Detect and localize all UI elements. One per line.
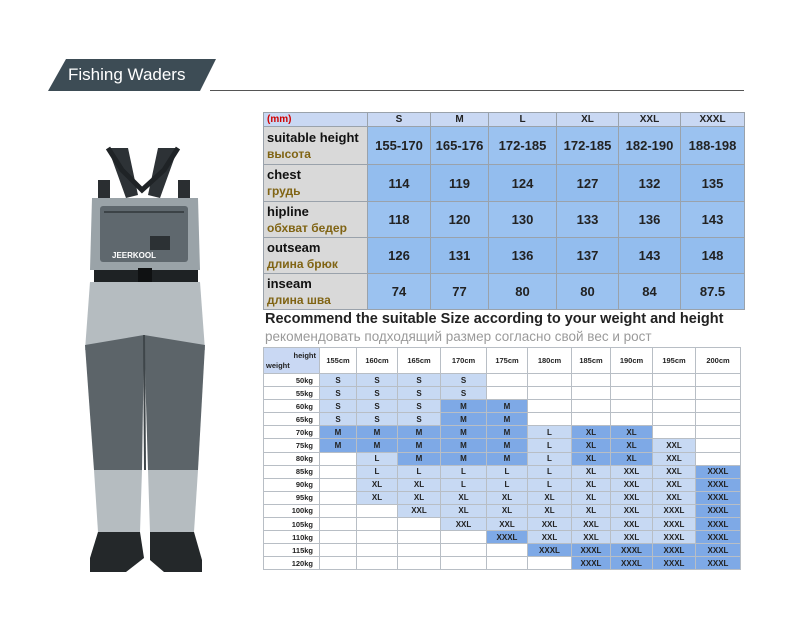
size-value: 120 xyxy=(431,202,489,238)
size-cell xyxy=(611,374,653,387)
size-cell: XL xyxy=(357,491,398,504)
size-header: XL xyxy=(557,113,619,127)
size-cell: XL xyxy=(611,439,653,452)
size-cell: L xyxy=(528,478,572,491)
size-cell xyxy=(357,557,398,570)
size-cell: S xyxy=(357,374,398,387)
size-cell: XXXL xyxy=(696,504,741,517)
weight-row xyxy=(264,413,741,426)
height-header: 175cm xyxy=(487,348,528,374)
size-cell: XL xyxy=(611,426,653,439)
size-cell xyxy=(653,387,696,400)
size-cell: XXXL xyxy=(653,531,696,544)
size-cell: XXL xyxy=(653,439,696,452)
size-cell: XXL xyxy=(572,531,611,544)
size-cell: M xyxy=(441,413,487,426)
size-value: 130 xyxy=(489,202,557,238)
size-value: 80 xyxy=(557,274,619,310)
size-cell: XL xyxy=(572,491,611,504)
row-label: chest грудь xyxy=(264,165,368,202)
weight-label: 50kg xyxy=(264,374,320,387)
size-cell: S xyxy=(320,413,357,426)
size-cell: XL xyxy=(572,504,611,517)
recommend-heading: Recommend the suitable Size according to your weight and height xyxy=(265,311,724,327)
size-cell xyxy=(320,491,357,504)
weight-row xyxy=(264,544,741,557)
size-cell: L xyxy=(487,478,528,491)
size-cell xyxy=(696,413,741,426)
size-value: 155-170 xyxy=(368,127,431,165)
size-cell xyxy=(398,557,441,570)
size-cell xyxy=(611,400,653,413)
size-cell: S xyxy=(320,400,357,413)
row-label: inseam длина шва xyxy=(264,274,368,310)
size-cell: XXXL xyxy=(696,518,741,531)
weight-row xyxy=(264,557,741,570)
size-cell xyxy=(528,374,572,387)
banner-title: Fishing Waders xyxy=(68,65,186,84)
size-cell xyxy=(572,413,611,426)
size-cell: S xyxy=(320,374,357,387)
weight-label: 100kg xyxy=(264,504,320,517)
weight-row xyxy=(264,465,741,478)
size-cell xyxy=(528,557,572,570)
size-cell: XL xyxy=(572,465,611,478)
row-label: outseam длина брюк xyxy=(264,238,368,274)
size-cell: XL xyxy=(357,478,398,491)
size-cell: XXL xyxy=(441,518,487,531)
height-header: 190cm xyxy=(611,348,653,374)
size-cell xyxy=(653,400,696,413)
weight-label: 115kg xyxy=(264,544,320,557)
size-cell: XL xyxy=(528,504,572,517)
size-cell: M xyxy=(357,439,398,452)
size-cell: XL xyxy=(398,491,441,504)
size-header: XXL xyxy=(619,113,681,127)
size-spec-table xyxy=(263,112,745,310)
size-cell xyxy=(320,557,357,570)
size-cell xyxy=(320,544,357,557)
size-cell xyxy=(487,557,528,570)
height-header: 195cm xyxy=(653,348,696,374)
size-cell: XXXL xyxy=(653,557,696,570)
height-header: 170cm xyxy=(441,348,487,374)
size-row-inseam xyxy=(264,274,745,310)
weight-label: 105kg xyxy=(264,518,320,531)
size-cell xyxy=(696,452,741,465)
size-cell: XL xyxy=(572,452,611,465)
size-value: 136 xyxy=(619,202,681,238)
size-row-height xyxy=(264,127,745,165)
size-cell: L xyxy=(528,465,572,478)
weight-label: 70kg xyxy=(264,426,320,439)
size-value: 172-185 xyxy=(489,127,557,165)
size-cell: XXXL xyxy=(611,557,653,570)
size-cell xyxy=(357,544,398,557)
size-cell: XXL xyxy=(653,491,696,504)
size-cell: L xyxy=(441,478,487,491)
weight-row xyxy=(264,400,741,413)
size-cell: S xyxy=(357,387,398,400)
size-cell xyxy=(320,478,357,491)
size-cell: M xyxy=(398,452,441,465)
size-cell: XXXL xyxy=(696,465,741,478)
size-cell: XXXL xyxy=(572,557,611,570)
size-cell: XXXL xyxy=(653,518,696,531)
size-cell: XXL xyxy=(653,465,696,478)
section-banner xyxy=(48,59,216,91)
size-cell: M xyxy=(487,452,528,465)
table-corner xyxy=(264,348,320,374)
size-cell xyxy=(572,374,611,387)
size-cell: XXL xyxy=(653,478,696,491)
size-value: 87.5 xyxy=(681,274,745,310)
weight-height-table xyxy=(263,347,741,570)
size-cell: XXL xyxy=(611,491,653,504)
size-cell xyxy=(398,531,441,544)
size-cell: XXL xyxy=(528,531,572,544)
size-cell xyxy=(441,531,487,544)
size-value: 137 xyxy=(557,238,619,274)
weight-label: 55kg xyxy=(264,387,320,400)
weight-label: 90kg xyxy=(264,478,320,491)
size-cell: XL xyxy=(528,491,572,504)
size-value: 126 xyxy=(368,238,431,274)
size-cell: S xyxy=(357,413,398,426)
size-row-chest xyxy=(264,165,745,202)
size-cell: XXL xyxy=(611,531,653,544)
weight-row xyxy=(264,426,741,439)
size-cell xyxy=(528,387,572,400)
size-cell xyxy=(441,557,487,570)
size-cell xyxy=(441,544,487,557)
height-header: 165cm xyxy=(398,348,441,374)
size-value: 118 xyxy=(368,202,431,238)
size-cell xyxy=(357,518,398,531)
size-cell: XL xyxy=(441,491,487,504)
size-cell: XXXL xyxy=(653,544,696,557)
size-cell xyxy=(320,518,357,531)
size-value: 188-198 xyxy=(681,127,745,165)
size-cell: S xyxy=(398,413,441,426)
size-cell: M xyxy=(487,413,528,426)
size-cell xyxy=(320,452,357,465)
size-cell: S xyxy=(441,387,487,400)
size-cell: M xyxy=(398,426,441,439)
size-cell: M xyxy=(487,439,528,452)
size-row-outseam xyxy=(264,238,745,274)
size-cell xyxy=(320,504,357,517)
size-value: 135 xyxy=(681,165,745,202)
size-cell: M xyxy=(320,426,357,439)
size-cell xyxy=(487,374,528,387)
size-cell: XXXL xyxy=(696,544,741,557)
size-value: 136 xyxy=(489,238,557,274)
recommend-heading-ru: рекомендовать подходящий размер согласно свой вес и рост xyxy=(265,329,652,344)
size-value: 74 xyxy=(368,274,431,310)
size-cell: L xyxy=(441,465,487,478)
weight-row xyxy=(264,439,741,452)
size-cell xyxy=(528,400,572,413)
size-value: 143 xyxy=(619,238,681,274)
weight-row xyxy=(264,387,741,400)
size-cell: XXL xyxy=(611,504,653,517)
size-value: 127 xyxy=(557,165,619,202)
size-cell xyxy=(696,400,741,413)
size-cell: XXXL xyxy=(528,544,572,557)
height-header: 180cm xyxy=(528,348,572,374)
size-cell: M xyxy=(357,426,398,439)
size-cell xyxy=(653,426,696,439)
size-cell: M xyxy=(320,439,357,452)
size-cell: M xyxy=(441,439,487,452)
size-cell xyxy=(487,544,528,557)
size-cell xyxy=(696,387,741,400)
size-row-hipline xyxy=(264,202,745,238)
size-cell xyxy=(487,387,528,400)
size-cell: M xyxy=(441,400,487,413)
size-cell xyxy=(320,531,357,544)
size-cell: XXXL xyxy=(696,557,741,570)
size-value: 119 xyxy=(431,165,489,202)
size-cell: XXXL xyxy=(696,491,741,504)
size-value: 165-176 xyxy=(431,127,489,165)
size-cell: XXXL xyxy=(487,531,528,544)
size-header: L xyxy=(489,113,557,127)
size-cell: L xyxy=(357,465,398,478)
weight-label: 60kg xyxy=(264,400,320,413)
size-cell: L xyxy=(487,465,528,478)
size-cell: XL xyxy=(398,478,441,491)
size-cell: M xyxy=(398,439,441,452)
size-cell: XL xyxy=(611,452,653,465)
size-value: 80 xyxy=(489,274,557,310)
height-header: 185cm xyxy=(572,348,611,374)
size-cell: XXL xyxy=(611,478,653,491)
size-cell: XXL xyxy=(398,504,441,517)
size-value: 131 xyxy=(431,238,489,274)
size-cell: L xyxy=(398,465,441,478)
height-header: 160cm xyxy=(357,348,398,374)
size-cell: XXL xyxy=(653,452,696,465)
weight-label: 80kg xyxy=(264,452,320,465)
size-cell: XXXL xyxy=(572,544,611,557)
weight-row xyxy=(264,518,741,531)
corner-weight-label: weight xyxy=(266,361,290,370)
size-cell xyxy=(572,387,611,400)
size-cell xyxy=(653,374,696,387)
size-cell xyxy=(653,413,696,426)
size-cell: XXXL xyxy=(696,478,741,491)
size-cell: S xyxy=(398,374,441,387)
height-header-row xyxy=(264,348,741,374)
size-cell: XXL xyxy=(572,518,611,531)
weight-row xyxy=(264,374,741,387)
size-cell: XL xyxy=(572,478,611,491)
size-cell xyxy=(357,531,398,544)
weight-label: 120kg xyxy=(264,557,320,570)
size-header: XXXL xyxy=(681,113,745,127)
size-cell xyxy=(398,518,441,531)
size-value: 172-185 xyxy=(557,127,619,165)
size-cell: XL xyxy=(487,491,528,504)
size-cell xyxy=(357,504,398,517)
size-cell: XXL xyxy=(487,518,528,531)
size-value: 84 xyxy=(619,274,681,310)
header-divider xyxy=(210,90,744,91)
size-cell xyxy=(528,413,572,426)
size-value: 148 xyxy=(681,238,745,274)
size-cell: XXXL xyxy=(653,504,696,517)
size-value: 114 xyxy=(368,165,431,202)
weight-row xyxy=(264,491,741,504)
unit-label: (mm) xyxy=(264,113,368,127)
size-cell: XL xyxy=(572,426,611,439)
weight-row xyxy=(264,531,741,544)
size-cell xyxy=(611,387,653,400)
size-cell: XXXL xyxy=(611,544,653,557)
size-value: 124 xyxy=(489,165,557,202)
size-value: 133 xyxy=(557,202,619,238)
size-cell: S xyxy=(398,387,441,400)
size-cell: XXL xyxy=(611,465,653,478)
size-cell xyxy=(696,439,741,452)
size-cell: L xyxy=(528,426,572,439)
size-value: 182-190 xyxy=(619,127,681,165)
weight-row xyxy=(264,452,741,465)
size-cell: XL xyxy=(487,504,528,517)
size-cell: S xyxy=(398,400,441,413)
size-cell xyxy=(611,413,653,426)
size-cell xyxy=(398,544,441,557)
size-value: 77 xyxy=(431,274,489,310)
size-value: 143 xyxy=(681,202,745,238)
size-cell xyxy=(696,374,741,387)
size-header: M xyxy=(431,113,489,127)
size-cell: M xyxy=(487,426,528,439)
size-cell: L xyxy=(528,452,572,465)
size-header: S xyxy=(368,113,431,127)
height-header: 200cm xyxy=(696,348,741,374)
brand-label: JEERKOOL xyxy=(112,251,157,260)
size-cell: M xyxy=(487,400,528,413)
weight-label: 110kg xyxy=(264,531,320,544)
weight-label: 85kg xyxy=(264,465,320,478)
size-cell: L xyxy=(528,439,572,452)
row-label: suitable height высота xyxy=(264,127,368,165)
weight-row xyxy=(264,504,741,517)
size-cell: S xyxy=(320,387,357,400)
size-cell: S xyxy=(357,400,398,413)
weight-row xyxy=(264,478,741,491)
size-cell: XXL xyxy=(528,518,572,531)
size-cell: S xyxy=(441,374,487,387)
size-cell: XL xyxy=(441,504,487,517)
size-cell xyxy=(572,400,611,413)
size-cell xyxy=(320,465,357,478)
size-cell: M xyxy=(441,426,487,439)
size-cell: M xyxy=(441,452,487,465)
size-cell: L xyxy=(357,452,398,465)
size-cell: XXXL xyxy=(696,531,741,544)
size-cell: XL xyxy=(572,439,611,452)
size-cell: XXL xyxy=(611,518,653,531)
waders-product-image xyxy=(60,140,230,580)
size-value: 132 xyxy=(619,165,681,202)
weight-label: 65kg xyxy=(264,413,320,426)
weight-label: 95kg xyxy=(264,491,320,504)
corner-height-label: height xyxy=(293,351,316,360)
height-header: 155cm xyxy=(320,348,357,374)
row-label: hipline обхват бедер xyxy=(264,202,368,238)
weight-label: 75kg xyxy=(264,439,320,452)
size-cell xyxy=(696,426,741,439)
